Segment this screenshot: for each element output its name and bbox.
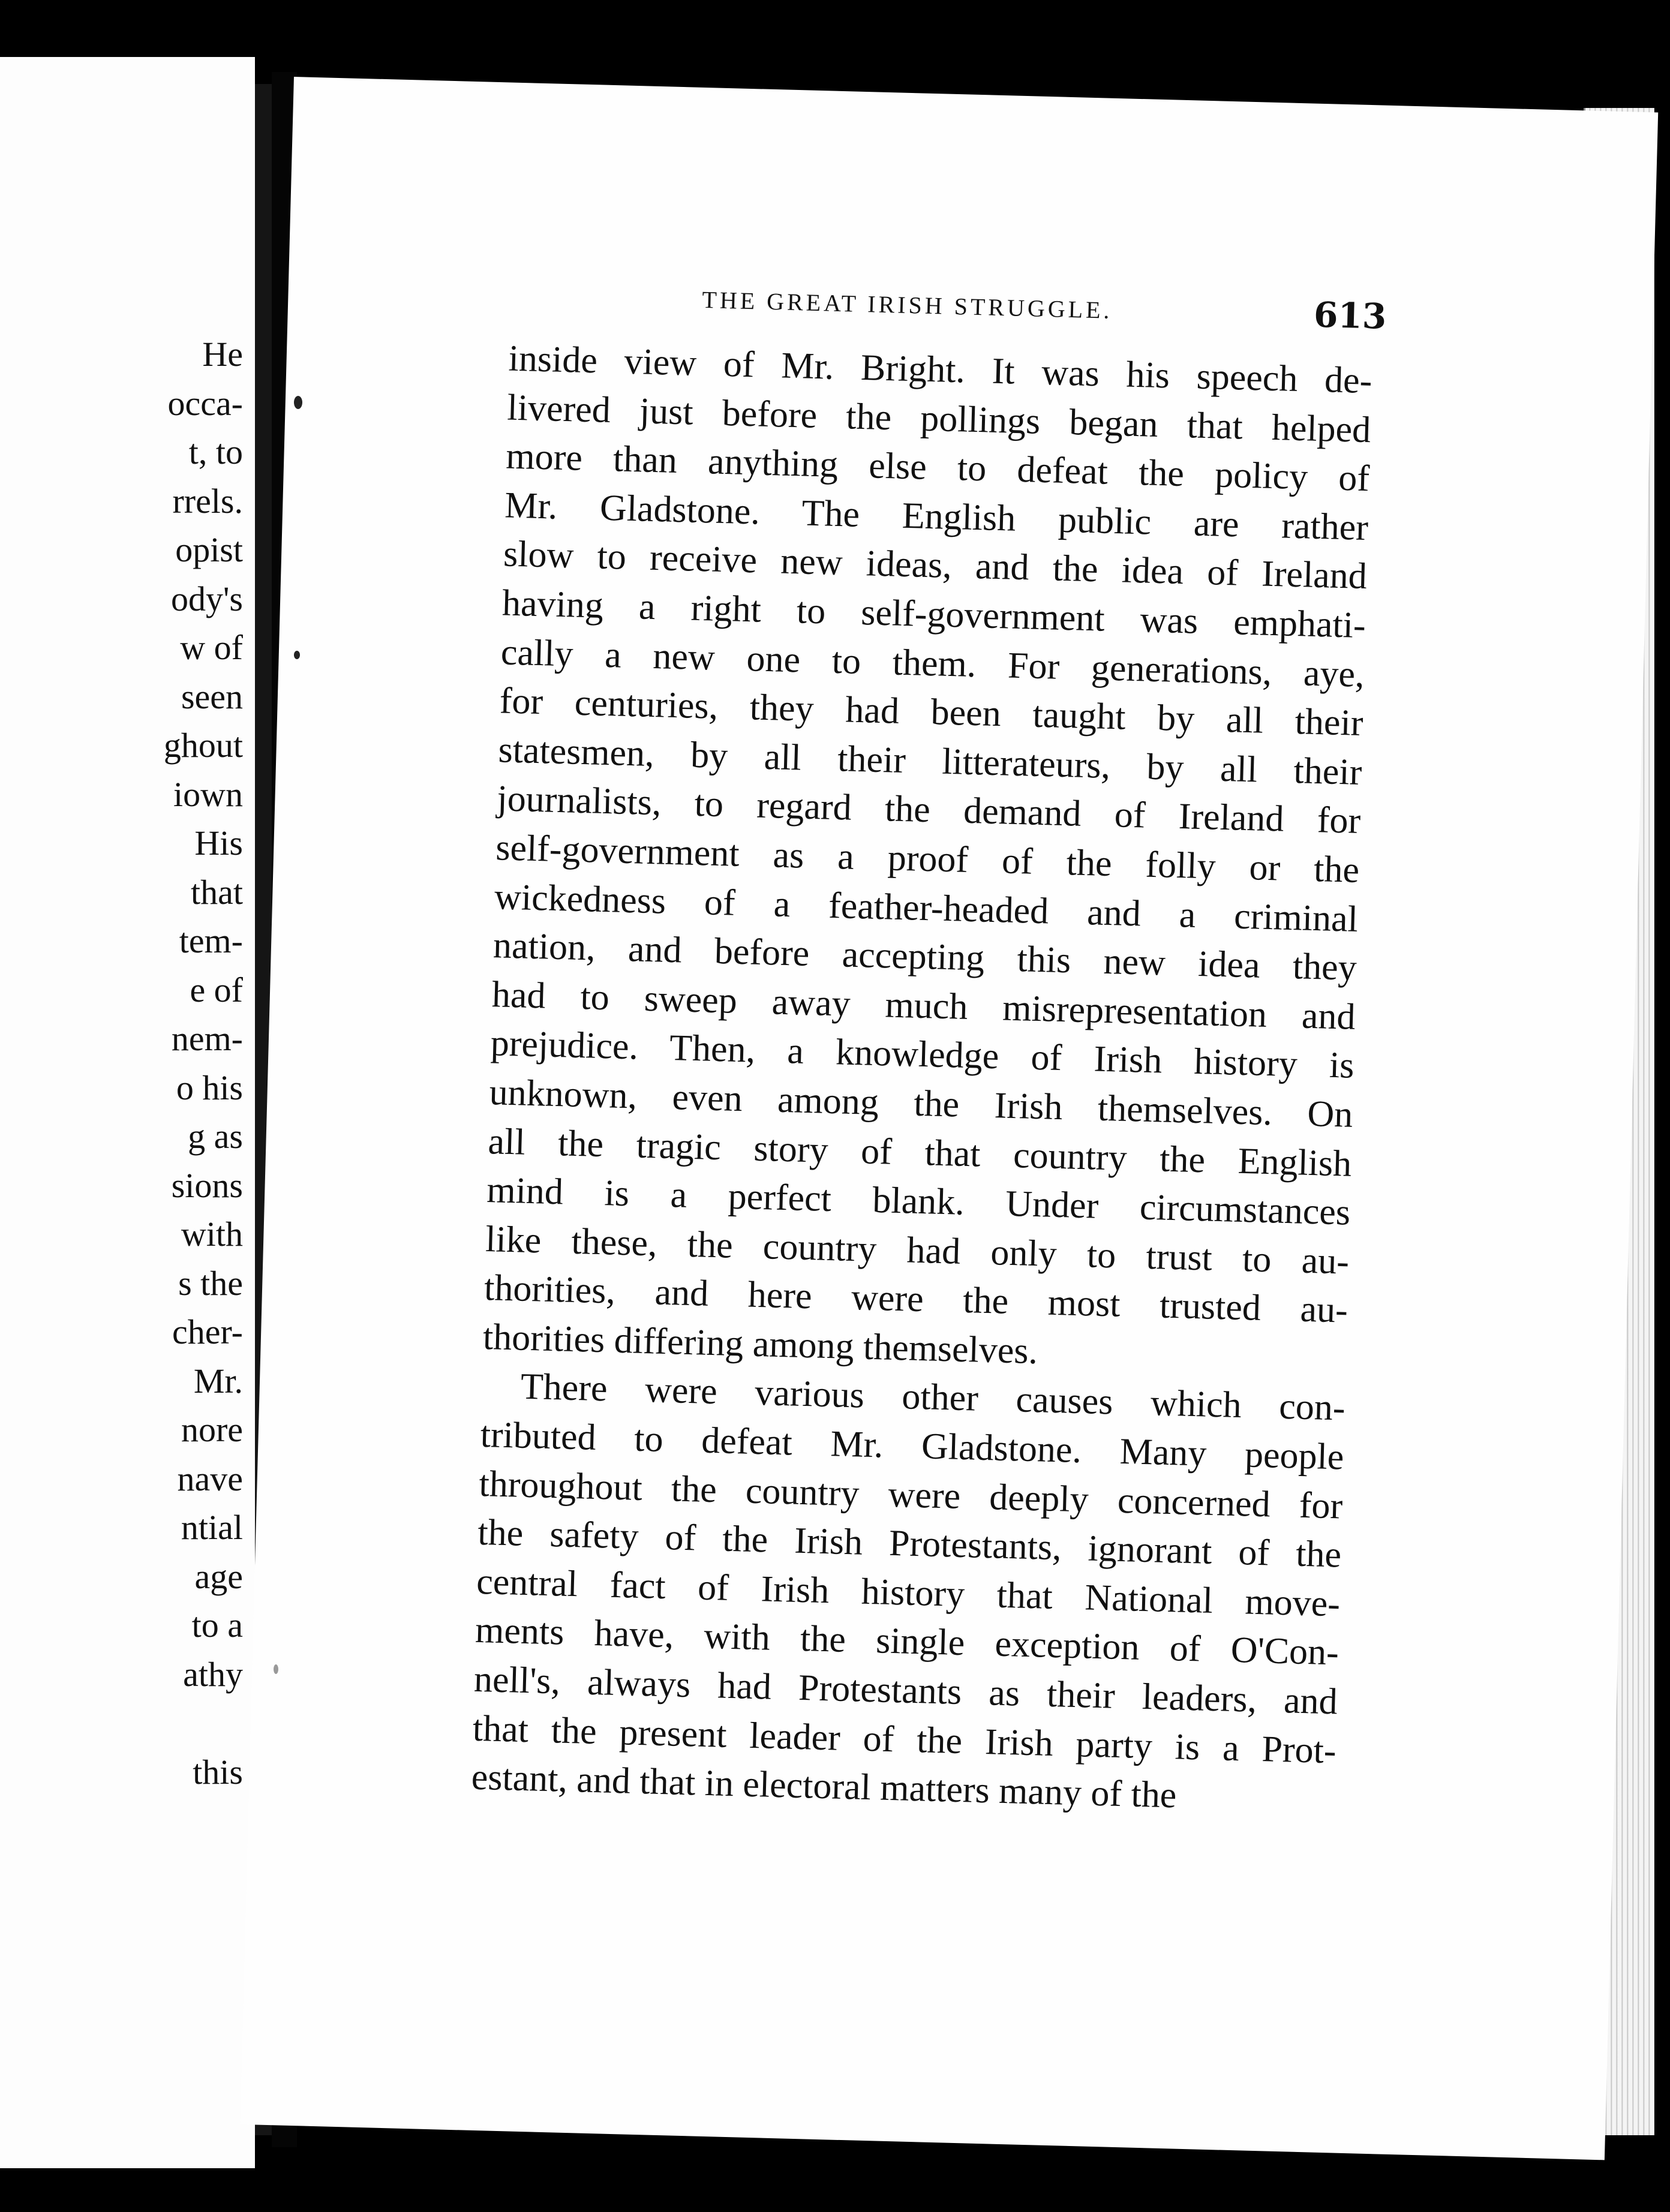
text-line: the safety of the Irish Protestants, ignorant of the — [477, 1512, 1342, 1576]
text-line: There were various other causes which con- — [520, 1366, 1346, 1429]
text-line: prejudice. Then, a knowledge of Irish history is — [490, 1023, 1355, 1087]
left-page-line-fragment — [164, 1699, 243, 1748]
text-line: throughout the country were deeply concerned for — [478, 1463, 1344, 1527]
text-line: statesmen, by all their litterateurs, by all their — [497, 729, 1363, 793]
left-page-line-fragment: sions — [171, 1165, 243, 1205]
left-page-line-fragment: nore — [181, 1410, 243, 1449]
text-line: that the present leader of the Irish party is a Prot- — [472, 1708, 1337, 1772]
left-page-line-fragment: s the — [178, 1263, 243, 1303]
text-line: wickedness of a feather-headed and a criminal — [494, 876, 1359, 940]
margin-speck — [294, 396, 302, 409]
left-page-line-fragment: e of — [190, 970, 243, 1009]
left-page-text-fragments — [164, 330, 243, 1796]
left-page-line-fragment: iown — [173, 774, 243, 814]
text-line: having a right to self-government was emphati- — [501, 582, 1366, 647]
left-page-line-fragment: cher- — [172, 1312, 243, 1351]
margin-speck — [294, 651, 300, 659]
left-page-line-fragment: this — [193, 1752, 243, 1792]
left-page-line-fragment: His — [194, 824, 243, 862]
text-line: ments have, with the single exception of O'Con- — [474, 1610, 1339, 1673]
left-page-line-fragment: He — [202, 335, 243, 374]
left-page-line-fragment: athy — [183, 1654, 243, 1694]
text-line: had to sweep away much misrepresentation and — [491, 973, 1356, 1038]
left-page-line-fragment: o his — [176, 1068, 243, 1107]
text-line: thorities, and here were the most trusted au- — [483, 1267, 1348, 1331]
text-line: nell's, always had Protestants as their leaders, and — [473, 1658, 1338, 1723]
text-line: more than anything else to defeat the policy of — [505, 435, 1370, 500]
right-page — [241, 77, 1659, 2160]
left-page-line-fragment: seen — [181, 677, 243, 716]
left-facing-page — [0, 57, 255, 2168]
left-page-line-fragment: with — [181, 1215, 243, 1254]
left-page-line-fragment: g as — [188, 1117, 243, 1156]
paragraph — [471, 1362, 1346, 1825]
left-page-line-fragment: w of — [180, 628, 243, 667]
text-line: all the tragic story of that country the English — [487, 1120, 1353, 1185]
left-page-line-fragment: nave — [177, 1459, 243, 1498]
left-page-line-fragment: tem- — [179, 921, 243, 960]
text-line: self-government as a proof of the folly or the — [495, 827, 1360, 891]
left-page-line-fragment: ody's — [170, 579, 243, 618]
left-page-line-fragment: Mr. — [193, 1361, 243, 1400]
text-line: mind is a perfect blank. Under circumstances — [486, 1170, 1351, 1233]
margin-speck — [274, 1664, 278, 1674]
left-page-line-fragment: that — [191, 872, 243, 912]
left-page-line-fragment: opist — [175, 530, 243, 569]
text-line: livered just before the pollings began that helped — [506, 387, 1372, 450]
text-line: slow to receive new ideas, and the idea of Ireland — [503, 533, 1368, 597]
text-line: Mr. Gladstone. The English public are rather — [504, 485, 1369, 548]
left-page-line-fragment: ntial — [181, 1508, 243, 1547]
text-line: estant, and that in electoral matters many of the — [471, 1756, 1178, 1816]
paragraph — [482, 335, 1372, 1385]
text-line: thorities differing among themselves. — [482, 1316, 1038, 1372]
left-page-line-fragment: age — [194, 1556, 243, 1596]
page-body-text — [471, 335, 1373, 1825]
text-line: tributed to defeat Mr. Gladstone. Many people — [479, 1414, 1345, 1478]
left-page-line-fragment: occa- — [167, 383, 243, 423]
text-line: like these, the country had only to trust to au- — [485, 1218, 1350, 1282]
left-page-line-fragment: ghout — [163, 726, 243, 765]
text-line: journalists, to regard the demand of Ireland for — [496, 778, 1362, 842]
page-number: 613 — [1313, 294, 1387, 337]
text-line: central fact of Irish history that National move- — [476, 1561, 1341, 1625]
text-line: inside view of Mr. Bright. It was his speech de- — [507, 338, 1373, 402]
running-head: THE GREAT IRISH STRUGGLE. — [701, 285, 1113, 324]
left-page-line-fragment: t, to — [188, 432, 243, 471]
left-page-line-fragment: rrels. — [172, 481, 243, 521]
left-page-line-fragment: to a — [191, 1606, 243, 1645]
text-line: for centuries, they had been taught by all their — [498, 680, 1364, 744]
text-line: unknown, even among the Irish themselves. On — [488, 1072, 1354, 1135]
left-page-line-fragment: nem- — [171, 1019, 243, 1058]
text-line: nation, and before accepting this new idea they — [492, 925, 1357, 989]
text-line: cally a new one to them. For generations, aye, — [500, 631, 1365, 695]
